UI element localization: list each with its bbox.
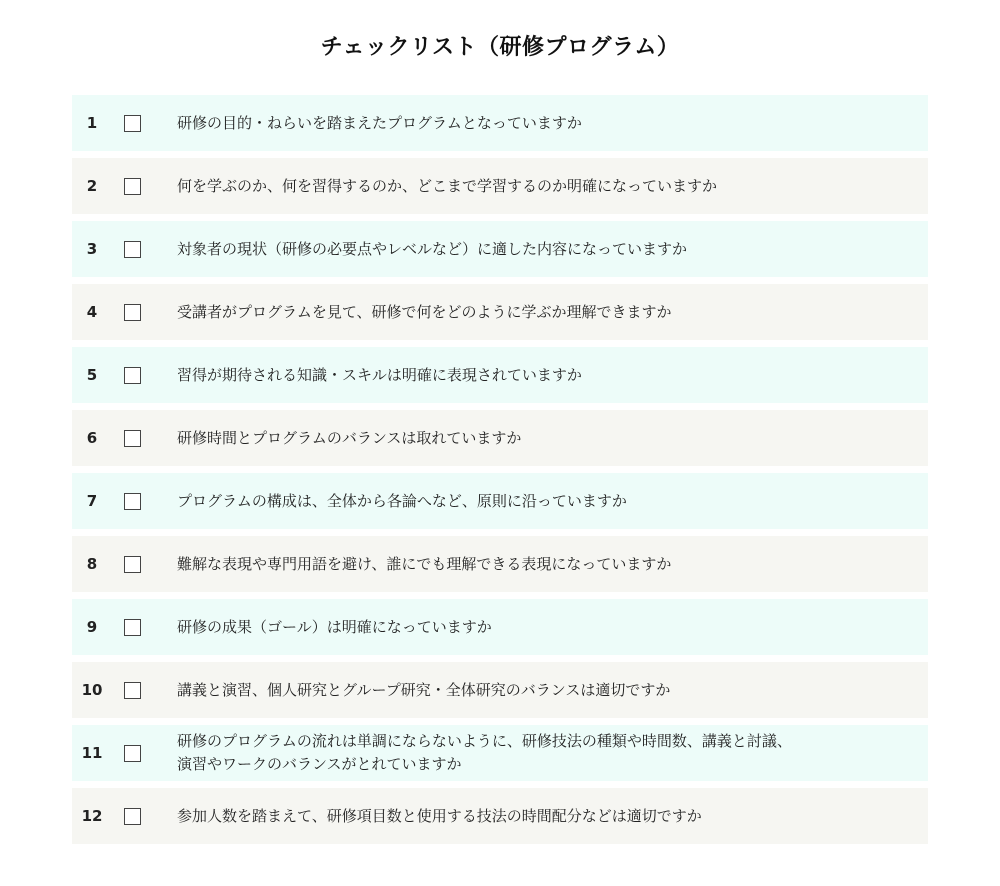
row-number: 12 — [81, 807, 103, 825]
row-number: 2 — [86, 177, 98, 195]
row-text: 研修の目的・ねらいを踏まえたプログラムとなっていますか — [177, 113, 582, 132]
checklist-row — [72, 95, 928, 151]
checklist-row — [72, 347, 928, 403]
row-text: 参加人数を踏まえて、研修項目数と使用する技法の時間配分などは適切ですか — [177, 806, 702, 825]
checklist-row — [72, 284, 928, 340]
row-text: 何を学ぶのか、何を習得するのか、どこまで学習するのか明確になっていますか — [177, 176, 718, 195]
row-text: 講義と演習、個人研究とグループ研究・全体研究のバランスは適切ですか — [177, 680, 671, 699]
row-number: 3 — [86, 240, 98, 258]
page-title: チェックリスト（研修プログラム） — [320, 35, 680, 60]
row-text: プログラムの構成は、全体から各論へなど、原則に沿っていますか — [177, 491, 627, 510]
row-number: 4 — [86, 303, 98, 321]
checklist — [72, 95, 928, 851]
row-number: 6 — [86, 429, 98, 447]
checkbox[interactable] — [124, 493, 141, 510]
row-text: 研修の成果（ゴール）は明確になっていますか — [177, 617, 492, 636]
checklist-row — [72, 221, 928, 277]
row-text: 研修時間とプログラムのバランスは取れていますか — [177, 428, 522, 447]
row-number: 7 — [86, 492, 98, 510]
checkbox[interactable] — [124, 556, 141, 573]
checkbox[interactable] — [124, 619, 141, 636]
row-number: 1 — [86, 114, 98, 132]
row-text: 対象者の現状（研修の必要点やレベルなど）に適した内容になっていますか — [177, 239, 688, 258]
row-number: 5 — [86, 366, 98, 384]
checkbox[interactable] — [124, 682, 141, 699]
row-text: 受講者がプログラムを見て、研修で何をどのように学ぶか理解できますか — [177, 302, 672, 321]
checkbox[interactable] — [124, 115, 141, 132]
row-number: 9 — [86, 618, 98, 636]
row-text: 難解な表現や専門用語を避け、誰にでも理解できる表現になっていますか — [177, 554, 672, 573]
row-number: 10 — [81, 681, 103, 699]
checkbox[interactable] — [124, 304, 141, 321]
checkbox[interactable] — [124, 367, 141, 384]
checklist-row — [72, 599, 928, 655]
checklist-row — [72, 536, 928, 592]
checkbox[interactable] — [124, 808, 141, 825]
checkbox[interactable] — [124, 178, 141, 195]
checkbox[interactable] — [124, 241, 141, 258]
row-number: 8 — [86, 555, 98, 573]
checklist-row — [72, 473, 928, 529]
checklist-row — [72, 158, 928, 214]
checklist-row — [72, 662, 928, 718]
checklist-row — [72, 725, 928, 781]
row-text: 習得が期待される知識・スキルは明確に表現されていますか — [177, 365, 582, 384]
row-number: 11 — [81, 744, 103, 762]
checkbox[interactable] — [124, 745, 141, 762]
checklist-row — [72, 788, 928, 844]
row-text: 研修のプログラムの流れは単調にならないように、研修技法の種類や時間数、講義と討議、 演習やワークのバランスがとれていますか — [177, 732, 792, 773]
checkbox[interactable] — [124, 430, 141, 447]
checklist-row — [72, 410, 928, 466]
